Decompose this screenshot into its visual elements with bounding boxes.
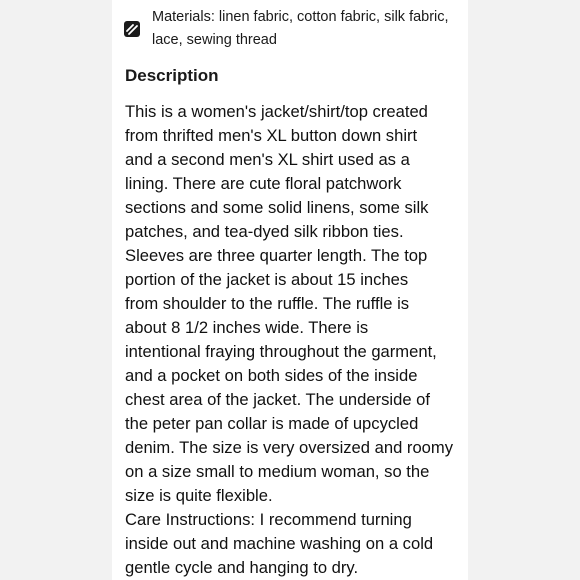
description-line: intentional fraying throughout the garment,: [125, 342, 437, 361]
description-line: portion of the jacket is about 15 inches: [125, 270, 409, 289]
description-line: chest area of the jacket. The underside of: [125, 390, 431, 409]
description-line: about 8 1/2 inches wide. There is: [125, 318, 369, 337]
description-line: size is quite flexible.: [125, 486, 273, 505]
materials-row: [124, 6, 464, 52]
listing-details-panel: [112, 0, 468, 580]
description-text: [125, 100, 465, 580]
materials-line: lace, sewing thread: [152, 32, 277, 48]
description-line: patches, and tea-dyed silk ribbon ties.: [125, 222, 404, 241]
description-line: on a size small to medium woman, so the: [125, 462, 430, 481]
description-line: denim. The size is very oversized and roomy: [125, 438, 454, 457]
description-line: sections and some solid linens, some silk: [125, 198, 429, 217]
description-line: and a second men's XL shirt used as a: [125, 150, 410, 169]
description-line: and a pocket on both sides of the inside: [125, 366, 418, 385]
description-line: Sleeves are three quarter length. The top: [125, 246, 428, 265]
stitch-icon: [124, 21, 140, 37]
description-line: lining. There are cute floral patchwork: [125, 174, 402, 193]
description-line: from shoulder to the ruffle. The ruffle is: [125, 294, 410, 313]
care-instructions-line: gentle cycle and hanging to dry.: [125, 558, 359, 577]
description-line: from thrifted men's XL button down shirt: [125, 126, 418, 145]
description-line: This is a women's jacket/shirt/top created: [125, 102, 428, 121]
description-heading: Description: [125, 66, 219, 85]
care-instructions-line: inside out and machine washing on a cold: [125, 534, 434, 553]
description-line: the peter pan collar is made of upcycled: [125, 414, 419, 433]
materials-line: Materials: linen fabric, cotton fabric, silk fabric,: [152, 9, 449, 25]
materials-text: [152, 6, 449, 52]
care-instructions-line: Care Instructions: I recommend turning: [125, 510, 412, 529]
